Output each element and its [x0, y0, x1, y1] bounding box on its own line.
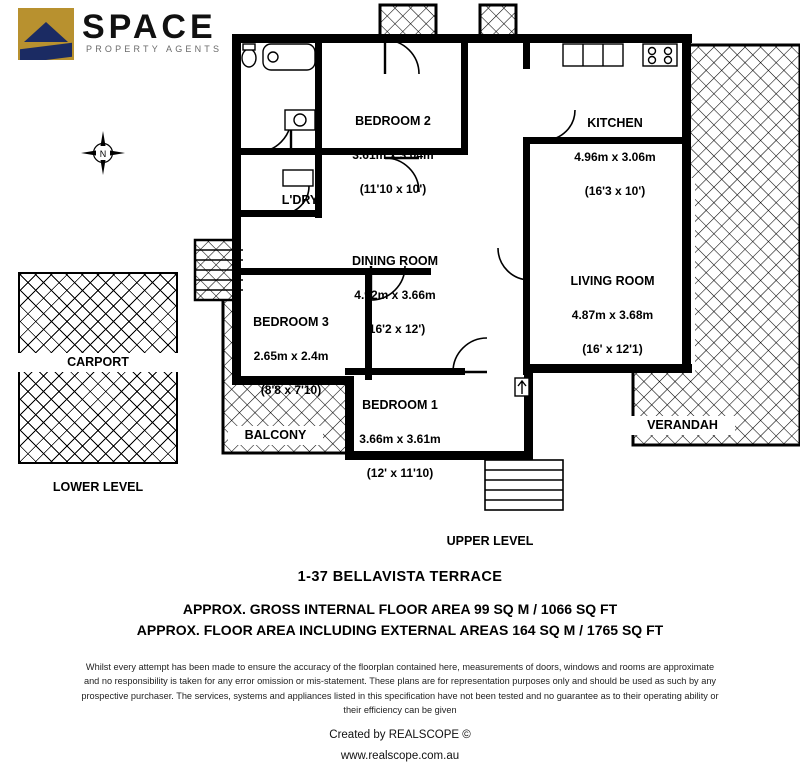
room-kitchen-label: [545, 96, 685, 219]
brand-logo-icon: [18, 8, 74, 60]
room-dining-room-name: DINING ROOM: [351, 253, 439, 268]
room-bedroom-2-name: BEDROOM 2: [355, 113, 431, 128]
brand-name: SPACE: [82, 8, 217, 46]
room-living-room-dims-imperial: (16' x 12'1): [582, 342, 643, 357]
room-dining-room-dims-imperial: (16'2 x 12'): [364, 322, 426, 337]
upper-level-caption: UPPER LEVEL: [446, 534, 534, 548]
room-bedroom-3-dims: 2.65m x 2.4m: [253, 349, 329, 364]
floorplan-drawing: [185, 0, 800, 540]
room-kitchen-dims: 4.96m x 3.06m: [574, 150, 656, 165]
room-bedroom-3-dims-imperial: (8'8 x 7'10): [260, 383, 322, 398]
room-bedroom-2-label: [323, 94, 463, 217]
room-laundry-label: L'DRY: [281, 193, 319, 207]
svg-text:N: N: [99, 149, 107, 159]
room-bedroom-1-label: [330, 378, 470, 501]
room-living-room-name: LIVING ROOM: [570, 273, 655, 288]
room-carport-label: CARPORT: [18, 353, 178, 372]
property-address: 1-37 BELLAVISTA TERRACE: [297, 569, 503, 585]
room-bedroom-3-name: BEDROOM 3: [253, 314, 329, 329]
room-bedroom-2-dims-imperial: (11'10 x 10'): [359, 182, 427, 197]
room-bedroom-2-dims: 3.61m x 3.04m: [352, 148, 434, 163]
room-living-room-label: [540, 254, 685, 377]
disclaimer-text: Whilst every attempt has been made to ensure the accuracy of the floorplan contained here, measurements of doors, windows and rooms are approximate and no responsibility is taken for any error omission or mis-statement. These plans are for representation purposes only and should be used as such by any prospective purchaser. The services, systems and appliances listed in this specification have not been tested and no guarantee as to their operating ability or their efficiency can be given: [81, 662, 719, 715]
gross-internal-area: APPROX. GROSS INTERNAL FLOOR AREA 99 SQ M / 1066 SQ FT: [182, 601, 618, 617]
room-dining-room-dims: 4.92m x 3.66m: [354, 288, 436, 303]
room-bedroom-1-dims-imperial: (12' x 11'10): [366, 466, 434, 481]
north-arrow-icon: [80, 130, 126, 176]
website-link[interactable]: www.realscope.com.au: [340, 750, 460, 762]
room-kitchen-dims-imperial: (16'3 x 10'): [584, 184, 646, 199]
room-verandah-label: VERANDAH: [630, 416, 735, 435]
room-bedroom-1-dims: 3.66m x 3.61m: [359, 432, 441, 447]
brand-tagline: PROPERTY AGENTS: [86, 44, 223, 54]
room-bedroom-1-name: BEDROOM 1: [362, 397, 438, 412]
creator-credit: Created by REALSCOPE ©: [329, 729, 471, 741]
total-area-including-external: APPROX. FLOOR AREA INCLUDING EXTERNAL AREAS 164 SQ M / 1765 SQ FT: [136, 622, 664, 638]
room-kitchen-name: KITCHEN: [587, 115, 643, 130]
room-living-room-dims: 4.87m x 3.68m: [571, 308, 654, 323]
lower-level-caption: LOWER LEVEL: [52, 480, 144, 494]
room-balcony-label: BALCONY: [228, 426, 323, 445]
